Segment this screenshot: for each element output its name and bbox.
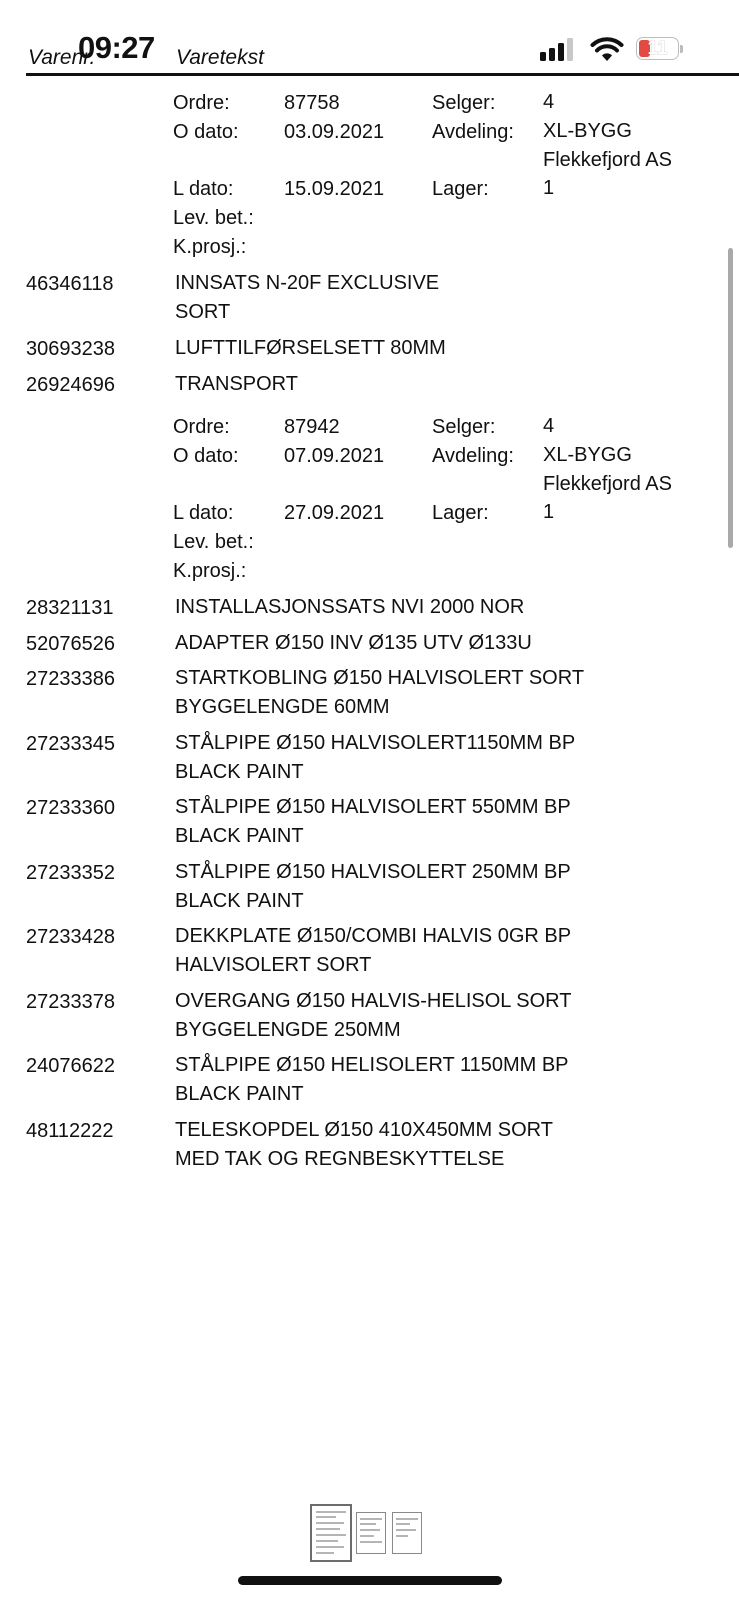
order-date-label: O dato: (173, 121, 239, 143)
delivery-terms-label: Lev. bet.: (173, 207, 254, 229)
item-number: 28321131 (26, 597, 114, 619)
order-number: 87942 (284, 416, 340, 438)
item-text: TELESKOPDEL Ø150 410X450MM SORT MED TAK OG REGNBESKYTTELSE (175, 1119, 553, 1170)
page-thumbnail-3[interactable] (392, 1512, 422, 1554)
item-number: 30693238 (26, 338, 115, 360)
item-number: 52076526 (26, 633, 115, 655)
item-number: 26924696 (26, 374, 115, 396)
item-number: 27233386 (26, 668, 115, 690)
order-number: 87758 (284, 92, 340, 114)
header-divider (26, 73, 739, 76)
department-name: XL-BYGG (543, 444, 632, 466)
column-header-item-number: Varenr. (28, 46, 96, 69)
battery-icon (636, 37, 686, 62)
order-date-label: O dato: (173, 445, 239, 467)
department-name-cont: Flekkefjord AS (543, 473, 672, 495)
item-text: OVERGANG Ø150 HALVIS-HELISOL SORT BYGGELENGDE 250MM (175, 990, 572, 1041)
item-number: 27233345 (26, 733, 115, 755)
department-name-cont: Flekkefjord AS (543, 149, 672, 171)
project-label: K.prosj.: (173, 560, 247, 582)
warehouse-label: Lager: (432, 502, 489, 524)
order-date: 07.09.2021 (284, 445, 385, 467)
page-thumbnail-2[interactable] (356, 1512, 386, 1554)
order-label: Ordre: (173, 92, 230, 114)
project-label: K.prosj.: (173, 236, 247, 258)
vertical-scrollbar[interactable] (728, 248, 733, 548)
home-indicator[interactable] (238, 1576, 502, 1585)
signal-icon (540, 38, 576, 61)
warehouse-value: 1 (543, 501, 555, 523)
status-time: 09:27 (78, 30, 155, 65)
item-text: STÅLPIPE Ø150 HALVISOLERT 550MM BP BLACK PAINT (175, 796, 571, 847)
item-number: 48112222 (26, 1120, 114, 1142)
seller-label: Selger: (432, 416, 496, 438)
department-name: XL-BYGG (543, 120, 632, 142)
item-text: STÅLPIPE Ø150 HALVISOLERT1150MM BP BLACK PAINT (175, 732, 576, 783)
wifi-icon (590, 36, 624, 62)
item-number: 27233352 (26, 862, 115, 884)
order-label: Ordre: (173, 416, 230, 438)
item-number: 46346118 (26, 273, 114, 295)
item-text: STÅLPIPE Ø150 HALVISOLERT 250MM BP BLACK PAINT (175, 861, 571, 912)
delivery-terms-label: Lev. bet.: (173, 531, 254, 553)
item-text: INSTALLASJONSSATS NVI 2000 NOR (175, 596, 525, 618)
delivery-date: 27.09.2021 (284, 502, 385, 524)
item-text: ADAPTER Ø150 INV Ø135 UTV Ø133U (175, 632, 532, 654)
item-text: INNSATS N-20F EXCLUSIVE SORT (175, 272, 440, 323)
battery-level: 11 (647, 38, 668, 59)
item-text: STARTKOBLING Ø150 HALVISOLERT SORT BYGGELENGDE 60MM (175, 667, 585, 718)
status-bar (0, 0, 739, 76)
department-label: Avdeling: (432, 121, 514, 143)
department-label: Avdeling: (432, 445, 514, 467)
item-number: 24076622 (26, 1055, 115, 1077)
delivery-date-label: L dato: (173, 502, 234, 524)
seller-value: 4 (543, 415, 555, 437)
item-text: TRANSPORT (175, 373, 298, 395)
seller-label: Selger: (432, 92, 496, 114)
item-number: 27233360 (26, 797, 115, 819)
warehouse-label: Lager: (432, 178, 489, 200)
seller-value: 4 (543, 91, 555, 113)
delivery-date: 15.09.2021 (284, 178, 385, 200)
page-thumbnail-1[interactable] (310, 1504, 352, 1562)
item-number: 27233378 (26, 991, 115, 1013)
warehouse-value: 1 (543, 177, 555, 199)
item-text: LUFTTILFØRSELSETT 80MM (175, 337, 446, 359)
order-date: 03.09.2021 (284, 121, 385, 143)
item-text: DEKKPLATE Ø150/COMBI HALVIS 0GR BP HALVISOLERT SORT (175, 925, 572, 976)
delivery-date-label: L dato: (173, 178, 234, 200)
column-header-item-text: Varetekst (176, 46, 264, 69)
item-text: STÅLPIPE Ø150 HELISOLERT 1150MM BP BLACK PAINT (175, 1054, 569, 1105)
item-number: 27233428 (26, 926, 115, 948)
